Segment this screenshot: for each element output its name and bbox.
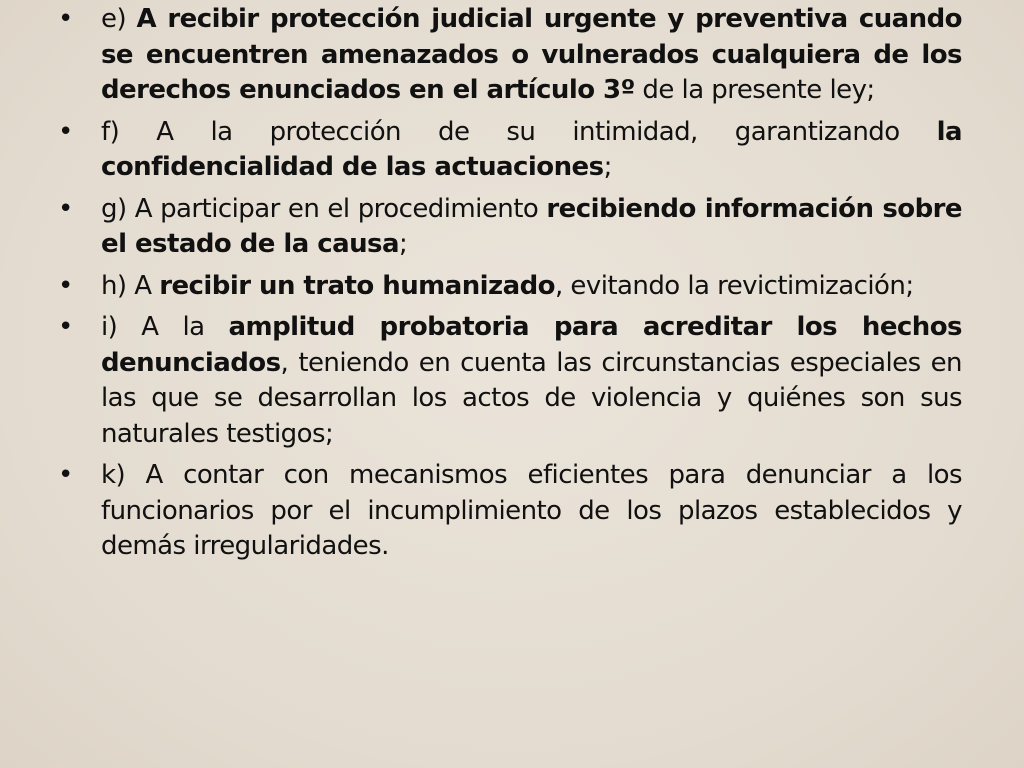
bullet-text-segment: , teniendo en cuenta las circunstancias especiales en las que se desarrollan los actos de violencia y quiénes son sus naturales testigos;: [101, 347, 962, 449]
bullet-dot-icon: •: [58, 460, 73, 490]
bullet-text-segment: k) A contar con mecanismos eficientes para denunciar a los funcionarios por el incumplimiento de los plazos establecidos y demás irregularidades.: [101, 460, 962, 561]
bullet-item-k: [58, 458, 962, 565]
bullet-text-segment: , evitando la revictimización;: [554, 270, 914, 301]
rights-bullet-list: [58, 2, 962, 571]
bullet-text-bold-segment: recibiendo información sobre el estado de la causa: [101, 193, 962, 259]
bullet-text-bold-segment: la confidencialidad de las actuaciones: [101, 116, 962, 182]
bullet-text-bold-segment: recibir un trato humanizado: [159, 270, 555, 301]
bullet-dot-icon: •: [58, 312, 73, 342]
bullet-item-h: [58, 269, 962, 305]
bullet-text-segment: i) A la: [101, 312, 229, 342]
bullet-text-segment: de la presente ley;: [634, 75, 875, 105]
bullet-item-i: [58, 310, 962, 452]
bullet-item-g: [58, 192, 962, 263]
bullet-text-segment: ;: [398, 229, 408, 259]
bullet-dot-icon: •: [58, 270, 73, 301]
bullet-text-bold-segment: amplitud probatoria para acreditar los hechos denunciados: [101, 312, 962, 378]
bullet-dot-icon: •: [58, 116, 73, 147]
bullet-text-bold-segment: A recibir protección judicial urgente y preventiva cuando se encuentren amenazados o vulnerados cualquiera de los derechos enunciados en el artículo 3º: [101, 4, 962, 105]
bullet-text-segment: h) A: [101, 270, 160, 301]
bullet-dot-icon: •: [58, 4, 73, 34]
bullet-dot-icon: •: [58, 193, 73, 224]
bullet-text-segment: ;: [603, 152, 612, 182]
bullet-item-f: [58, 115, 962, 186]
bullet-item-e: [58, 2, 962, 109]
bullet-text-segment: e): [101, 4, 137, 34]
bullet-text-segment: f) A la protección de su intimidad, garantizando: [101, 116, 937, 147]
bullet-text-segment: g) A participar en el procedimiento: [101, 193, 547, 224]
